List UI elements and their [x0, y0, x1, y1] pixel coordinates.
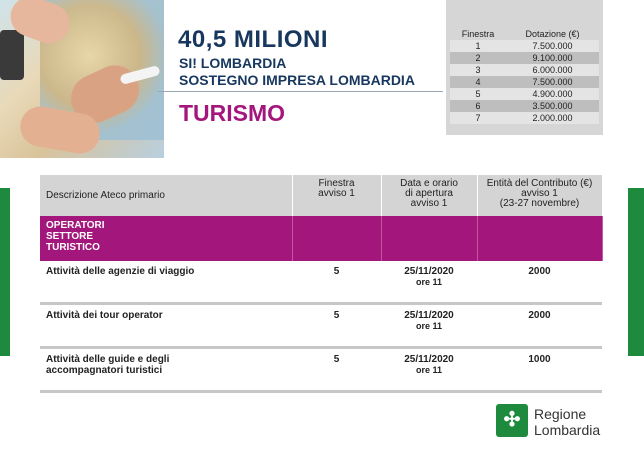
cell: 4: [450, 76, 506, 88]
header-text: Descrizione Ateco primario: [46, 189, 165, 201]
date-cell: [381, 348, 477, 392]
activity-text: accompagnatori turistici: [46, 365, 163, 376]
section-cell: [292, 216, 381, 261]
section-text: SETTORE: [46, 231, 94, 242]
header-text: Finestra: [318, 178, 355, 189]
finestra-cell: 5: [292, 348, 381, 392]
date-cell: [381, 304, 477, 348]
activity-name: [40, 348, 292, 392]
headline-program: SI! LOMBARDIA: [179, 55, 287, 71]
section-text: OPERATORI: [46, 220, 105, 231]
table-row: [40, 304, 602, 348]
table-row: [450, 40, 599, 52]
right-accent-bar: [628, 188, 644, 356]
cell: 2.000.000: [506, 112, 599, 124]
cell: 6.000.000: [506, 64, 599, 76]
lombardy-rose-icon: [496, 404, 528, 437]
header-divider: [158, 91, 443, 92]
cell: 3: [450, 64, 506, 76]
windows-header-finestra: Finestra: [461, 29, 495, 39]
header-descrizione: [40, 175, 292, 216]
section-cell: [381, 216, 477, 261]
regione-lombardia-logo: [496, 404, 616, 440]
left-accent-bar: [0, 188, 10, 356]
cell: 3.500.000: [506, 100, 599, 112]
cell: 2: [450, 52, 506, 64]
windows-table-panel: [446, 0, 603, 135]
header-text: (23-27 novembre): [499, 198, 580, 209]
section-row: [40, 216, 602, 261]
date-text: 25/11/2020: [404, 266, 454, 277]
table-header-row: [40, 175, 602, 216]
table-row: [450, 112, 599, 124]
cell: 5: [450, 88, 506, 100]
header-finestra: [292, 175, 381, 216]
table-row: [40, 261, 602, 304]
header-text: Data e orario: [400, 178, 458, 189]
section-text: TURISTICO: [46, 242, 100, 253]
amount-cell: 2000: [477, 304, 602, 348]
finestra-cell: 5: [292, 304, 381, 348]
activity-text: Attività dei tour operator: [46, 310, 163, 321]
ateco-table: [40, 175, 603, 393]
date-cell: [381, 261, 477, 304]
header-text: di apertura: [405, 188, 453, 199]
date-text: 25/11/2020: [404, 310, 454, 321]
table-row: [450, 100, 599, 112]
rose-glyph: ✣: [503, 409, 521, 431]
cell: 4.900.000: [506, 88, 599, 100]
activity-name: [40, 261, 292, 304]
header-text: Entità del Contributo (€): [486, 178, 593, 189]
table-row: [450, 88, 599, 100]
time-text: ore 11: [415, 321, 443, 331]
cell: 7: [450, 112, 506, 124]
amount-cell: 2000: [477, 261, 602, 304]
table-row: [450, 52, 599, 64]
sector-title: TURISMO: [179, 100, 286, 126]
amount-cell: 1000: [477, 348, 602, 392]
section-cell: [477, 216, 602, 261]
headline-subtitle: SOSTEGNO IMPRESA LOMBARDIA: [179, 72, 415, 88]
table-row: [40, 348, 602, 392]
header-text: avviso 1: [521, 188, 558, 199]
table-row: [450, 64, 599, 76]
activity-name: [40, 304, 292, 348]
camera-image: [0, 30, 24, 80]
date-text: 25/11/2020: [404, 354, 454, 365]
windows-header-dotazione: Dotazione (€): [525, 29, 580, 39]
time-text: ore 11: [415, 277, 443, 287]
headline-amount: 40,5 MILIONI: [178, 26, 329, 53]
windows-table: [450, 28, 599, 124]
activity-text: Attività delle guide e degli: [46, 354, 170, 365]
cell: 7.500.000: [506, 76, 599, 88]
cell: 7.500.000: [506, 40, 599, 52]
header-data-orario: [381, 175, 477, 216]
time-text: ore 11: [415, 365, 443, 375]
table-row: [450, 76, 599, 88]
ateco-table-panel: [40, 175, 602, 393]
logo-text: Lombardia: [534, 422, 601, 438]
header-text: avviso 1: [318, 188, 355, 199]
travel-photo: [0, 0, 164, 158]
header-contributo: [477, 175, 602, 216]
cell: 6: [450, 100, 506, 112]
header-text: avviso 1: [410, 198, 448, 209]
cell: 1: [450, 40, 506, 52]
finestra-cell: 5: [292, 261, 381, 304]
activity-text: Attività delle agenzie di viaggio: [46, 266, 195, 277]
cell: 9.100.000: [506, 52, 599, 64]
logo-text: Regione: [534, 406, 587, 422]
section-label: [40, 216, 292, 261]
